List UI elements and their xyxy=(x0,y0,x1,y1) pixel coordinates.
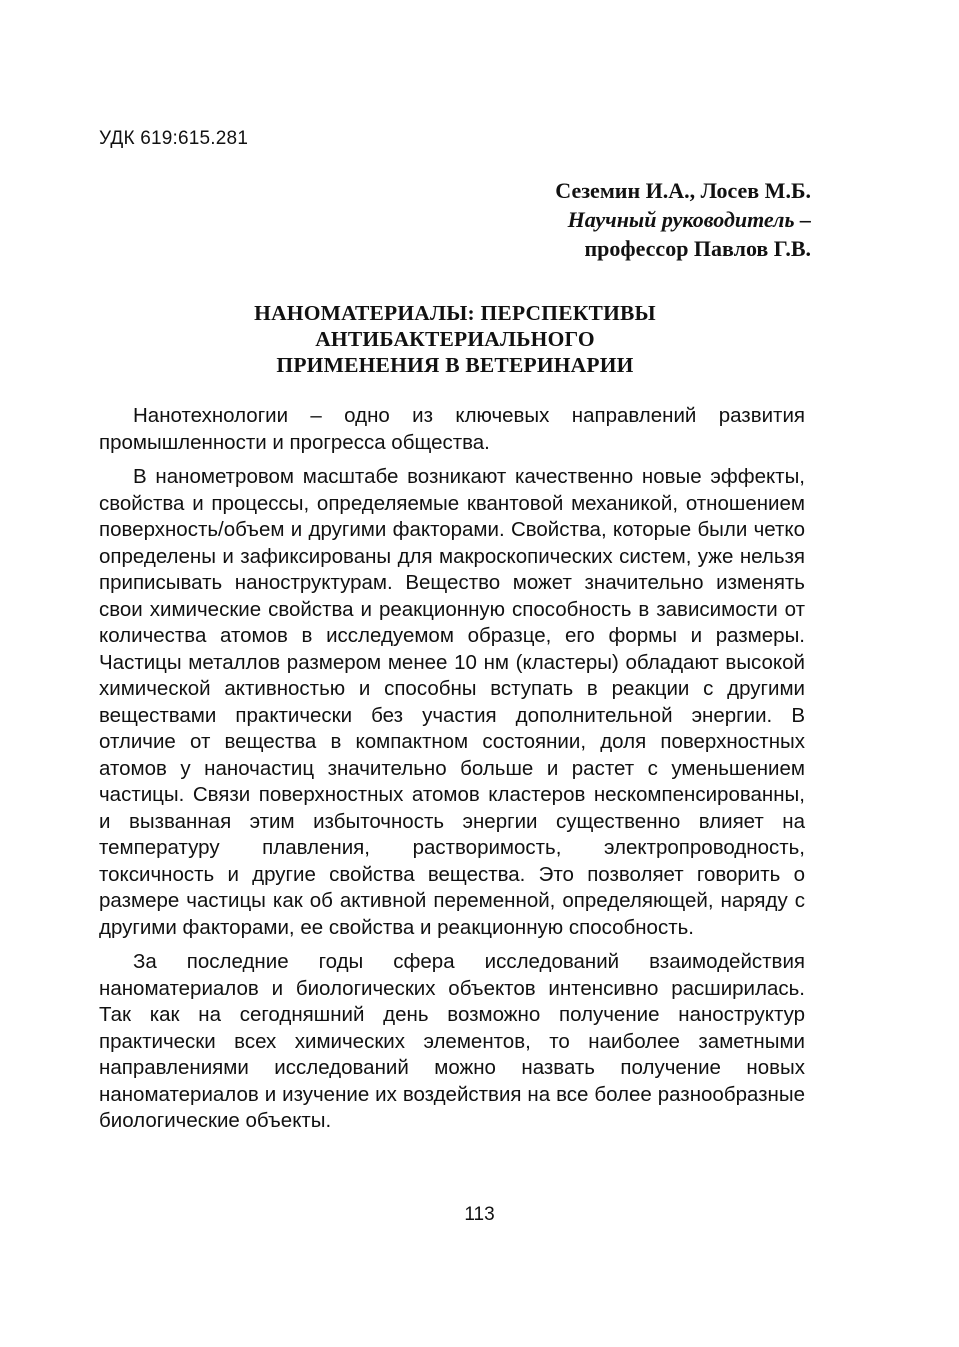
article-title xyxy=(150,300,760,378)
byline xyxy=(555,176,811,263)
paragraph: В нанометровом масштабе возникают качественно новые эффекты, свойства и процессы, определяемые квантовой механикой, отношением поверхность/объем и другими факторами. Свойства, которые были четко определены и зафиксированы для макроскопических систем, уже нельзя приписывать наноструктурам. Вещество может значительно изменять свои химические свойства и реакционную способность в зависимости от количества атомов в исследуемом образце, его формы и размеры. Частицы металлов размером менее 10 нм (кластеры) обладают высокой химической активностью и способны вступать в реакции с другими веществами практически без участия дополнительной энергии. В отличие от вещества в компактном состоянии, доля поверхностных атомов у наночастиц значительно больше и растет с уменьшением частицы. Связи поверхностных атомов кластеров нескомпенсированны, и вызванная этим избыточность энергии существенно влияет на температуру плавления, растворимость, электропроводность, токсичность и другие свойства вещества. Это позволяет говорить о размере частицы как об активной переменной, определяющей, наряду с другими факторами, ее свойства и реакционную способность. xyxy=(99,465,805,939)
supervisor-name: профессор Павлов Г.В. xyxy=(584,236,811,261)
title-line: АНТИБАКТЕРИАЛЬНОГО xyxy=(315,327,595,351)
title-line: ПРИМЕНЕНИЯ В ВЕТЕРИНАРИИ xyxy=(276,353,634,377)
authors: Сеземин И.А., Лосев М.Б. xyxy=(555,178,811,203)
title-line: НАНОМАТЕРИАЛЫ: ПЕРСПЕКТИВЫ xyxy=(254,301,656,325)
supervisor-label: Научный руководитель – xyxy=(567,207,811,232)
paragraph: За последние годы сфера исследований взаимодействия наноматериалов и биологических объектов интенсивно расширилась. Так как на сегодняшний день возможно получение наноструктур практически всех химических элементов, то наиболее заметными направлениями исследований можно назвать получение новых наноматериалов и изучение их воздействия на все более разнообразные биологические объекты. xyxy=(99,950,805,1132)
page-number: 113 xyxy=(464,1204,495,1225)
paragraph: Нанотехнологии – одно из ключевых направлений развития промышленности и прогресса общества. xyxy=(99,404,805,454)
article-body xyxy=(99,403,805,1143)
udk-code: УДК 619:615.281 xyxy=(99,128,249,149)
